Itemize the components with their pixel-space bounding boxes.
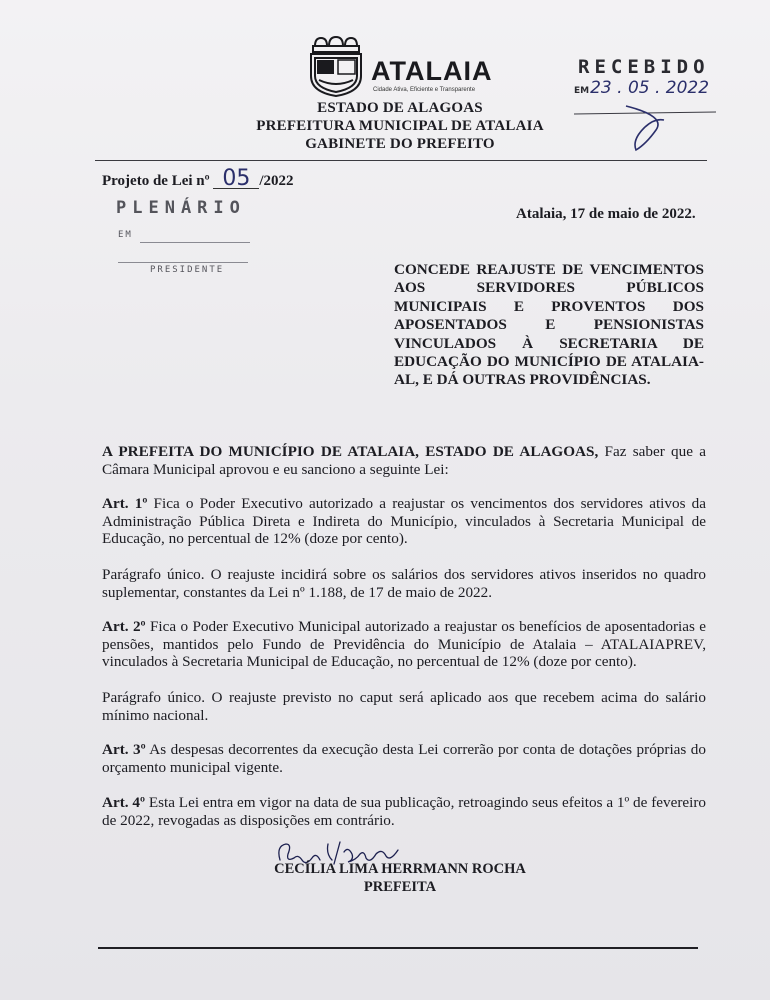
- atalaia-logo: [305, 34, 505, 102]
- plenario-stamp-line-2: [118, 262, 248, 263]
- signatory-title: PREFEITA: [363, 879, 437, 895]
- header-prefeitura: PREFEITURA MUNICIPAL DE ATALAIA: [256, 118, 544, 134]
- plenario-stamp-line: [140, 242, 250, 243]
- received-stamp: [566, 56, 736, 166]
- article-label: Art. 2º: [102, 618, 146, 635]
- bill-number-line: [102, 166, 294, 191]
- stamp-handwriting-mark: [566, 96, 736, 166]
- article-label: Art. 1º: [102, 495, 148, 512]
- header-state: ESTADO DE ALAGOAS: [317, 100, 483, 116]
- received-stamp-prefix: EM: [574, 86, 590, 96]
- article-text: Fica o Poder Executivo Municipal autorizado a reajustar os benefícios de aposentadorias e pensões, mantidos pelo Fundo de Previdência do Município de Atalaia – ATALAIAPREV, vinculados à Secretaria Municipal de Educação, no percentual de 12% (doze por cento).: [102, 618, 707, 670]
- logo-tagline: Cidade Ativa, Eficiente e Transparente: [373, 87, 476, 93]
- preamble: [102, 443, 706, 478]
- received-stamp-title: RECEBIDO: [578, 56, 710, 78]
- preamble-bold: A PREFEITA DO MUNICÍPIO DE ATALAIA, ESTADO DE ALAGOAS,: [102, 443, 599, 460]
- header-divider: [95, 160, 707, 161]
- article-1: [102, 495, 706, 548]
- preamble-text: Faz saber que a Câmara Municipal aprovou e eu sanciono a seguinte Lei:: [102, 443, 706, 478]
- document-date: Atalaia, 17 de maio de 2022.: [516, 206, 696, 222]
- article-text: Esta Lei entra em vigor na data de sua publicação, retroagindo seus efeitos a 1º de fevereiro de 2022, revogadas as disposições em contrário.: [102, 794, 706, 829]
- article-3: [102, 741, 706, 776]
- article-text: As despesas decorrentes da execução desta Lei correrão por conta de dotações próprias do orçamento municipal vigente.: [102, 741, 706, 776]
- paragraph-text: Parágrafo único. O reajuste previsto no caput será aplicado aos que recebem acima do salário mínimo nacional.: [102, 689, 706, 724]
- article-text: Fica o Poder Executivo autorizado a reajustar os vencimentos dos servidores ativos da Administração Pública Direta e Indireta do Município, vinculados à Secretaria Municipal de Educação, no percentual de 12% (doze por cento).: [102, 495, 706, 547]
- crest-icon: [305, 34, 367, 98]
- paragraph-unico-1: [102, 566, 706, 601]
- article-label: Art. 3º: [102, 741, 146, 758]
- bill-number: 05: [213, 170, 259, 189]
- bill-label: Projeto de Lei nº: [102, 173, 210, 189]
- footer-divider: [98, 947, 698, 949]
- plenario-stamp-presidente: PRESIDENTE: [150, 265, 225, 275]
- paragraph-unico-2: [102, 689, 706, 724]
- plenario-stamp-title: PLENÁRIO: [116, 198, 246, 218]
- bill-summary: CONCEDE REAJUSTE DE VENCIMENTOS AOS SERVIDORES PÚBLICOS MUNICIPAIS E PROVENTOS DOS APOSENTADOS E PENSIONISTAS VINCULADOS À SECRETARIA DE EDUCAÇÃO DO MUNICÍPIO DE ATALAIA-AL, E DÁ OUTRAS PROVIDÊNCIAS.: [394, 261, 704, 389]
- paragraph-text: Parágrafo único. O reajuste incidirá sobre os salários dos servidores ativos inseridos no quadro suplementar, constantes da Lei nº 1.188, de 17 de maio de 2022.: [102, 566, 706, 601]
- received-date-value: 23 . 05 . 2022: [590, 78, 710, 98]
- received-stamp-date: [574, 78, 709, 98]
- signatory-name: CECÍLIA LIMA HERRMANN ROCHA: [274, 861, 526, 877]
- header-gabinete: GABINETE DO PREFEITO: [305, 136, 495, 152]
- article-2: [102, 618, 706, 671]
- article-label: Art. 4º: [102, 794, 145, 811]
- plenario-stamp-em: EM: [118, 230, 133, 240]
- bill-year: /2022: [259, 173, 294, 189]
- article-4: [102, 794, 706, 829]
- logo-wordmark: ATALAIA: [371, 56, 493, 86]
